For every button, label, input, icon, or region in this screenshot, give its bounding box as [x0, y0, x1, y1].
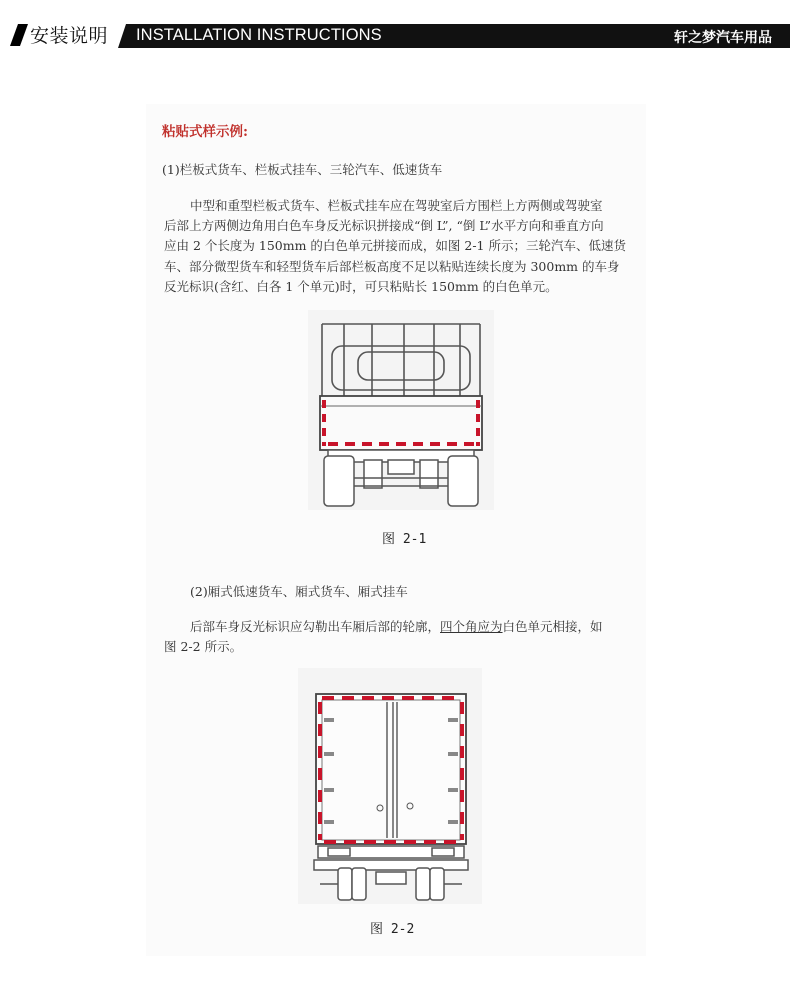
case2-text-c: 白色单元相接，如	[502, 619, 603, 634]
case1-line: 后部上方两侧边角用白色车身反光标识拼接成“倒 L”, “倒 L”水平方向和垂直方向	[164, 218, 604, 233]
case2-line-1	[190, 617, 603, 635]
header-title-cn: 安装说明	[30, 25, 109, 47]
figure-2-1-caption: 图 2-1	[382, 532, 427, 547]
figure-2-2-box-truck-rear	[298, 668, 482, 904]
case2-line-2: 图 2-2 所示。	[164, 639, 243, 654]
section-title: 粘贴式样示例:	[162, 124, 248, 140]
case2-text-underlined: 四个角应为	[440, 619, 503, 634]
case1-line: 中型和重型栏板式货车、栏板式挂车应在驾驶室后方围栏上方两侧或驾驶室	[190, 198, 603, 213]
figure-2-2-caption: 图 2-2	[370, 922, 415, 937]
figure-2-1-truck-rear	[308, 310, 494, 510]
case1-line: 车、部分微型货车和轻型货车后部栏板高度不足以粘贴连续长度为 300mm 的车身	[164, 259, 620, 274]
case2-text-a: 后部车身反光标识应勾勒出车厢后部的轮廓，	[190, 619, 441, 634]
header-brand: 轩之梦汽车用品	[674, 30, 772, 46]
header-title-en: INSTALLATION INSTRUCTIONS	[136, 26, 382, 44]
case1-line: 应由 2 个长度为 150mm 的白色单元拼接而成，如图 2-1 所示；三轮汽车、低速货	[164, 238, 626, 253]
header-slash-decoration	[10, 24, 28, 46]
case1-heading: (1)栏板式货车、栏板式挂车、三轮汽车、低速货车	[162, 162, 443, 177]
case2-heading: (2)厢式低速货车、厢式货车、厢式挂车	[190, 584, 408, 599]
page-header	[0, 0, 790, 58]
case1-line: 反光标识(含红、白各 1 个单元)时，可只粘贴长 150mm 的白色单元。	[164, 279, 558, 294]
